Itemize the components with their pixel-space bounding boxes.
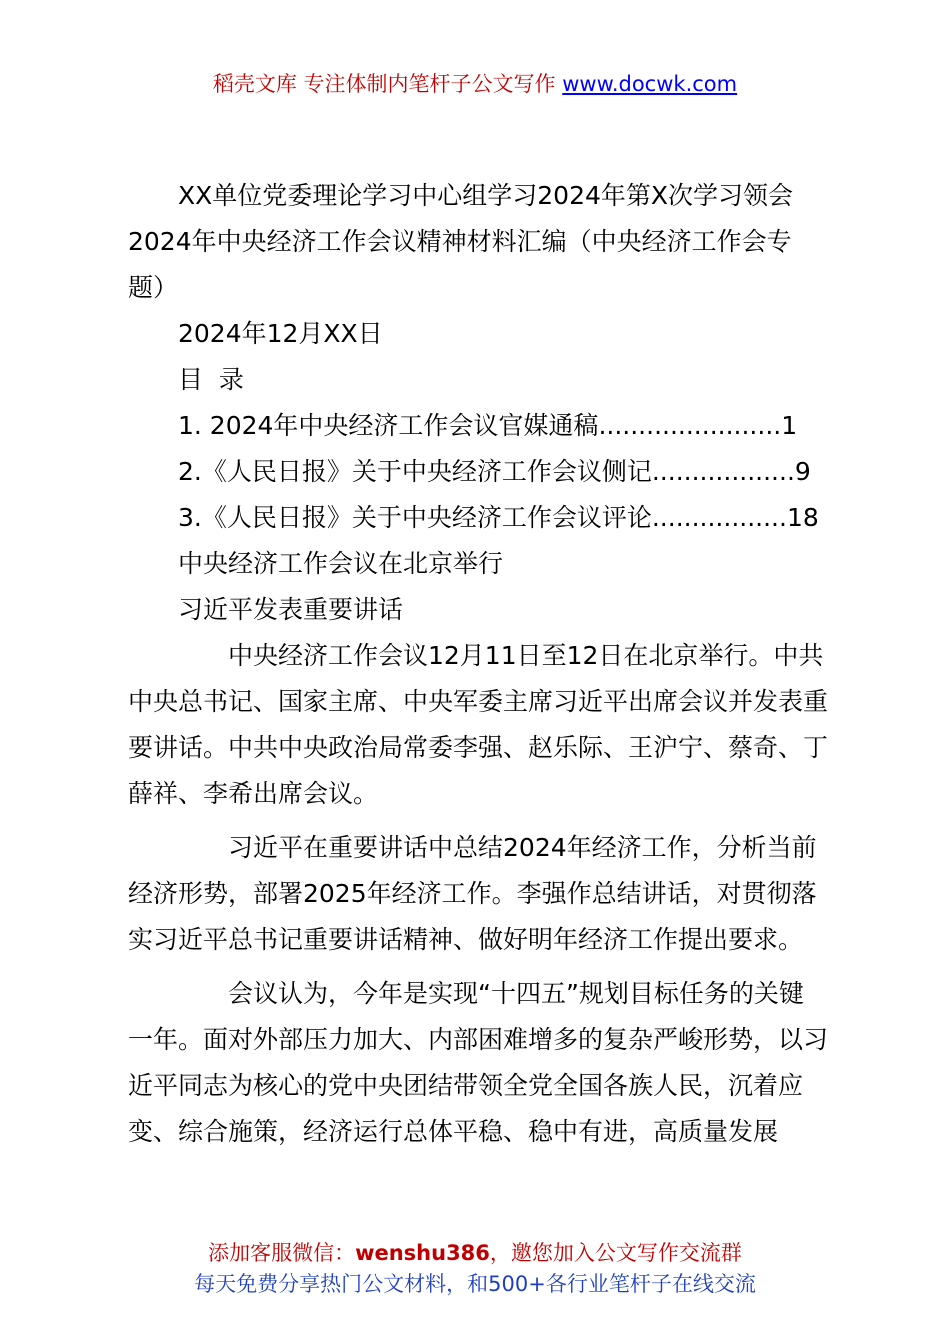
- toc-item-label: 3.《人民日报》关于中央经济工作会议评论: [178, 503, 652, 532]
- footer-wechat-id: wenshu386: [355, 1241, 490, 1265]
- header-banner: [0, 68, 950, 100]
- article-paragraph: 会议认为，今年是实现“十四五”规划目标任务的关键一年。面对外部压力加大、内部困难增多的复杂严峻形势，以习近平同志为核心的党中央团结带领全党全国各族人民，沉着应变、综合施策，经济运行总体平稳、稳中有进，高质量发展: [128, 979, 829, 1146]
- article-paragraph: 中央经济工作会议12月11日至12日在北京举行。中共中央总书记、国家主席、中央军委主席习近平出席会议并发表重要讲话。中共中央政治局常委李强、赵乐际、王沪宁、蔡奇、丁薛祥、李希出席会议。: [128, 641, 829, 808]
- toc-item[interactable]: [128, 449, 828, 495]
- article-headline: 中央经济工作会议在北京举行: [178, 549, 504, 578]
- footer-banner: [0, 1238, 950, 1300]
- toc-item-label: 2.《人民日报》关于中央经济工作会议侧记: [178, 457, 652, 486]
- toc-item-dots: .................: [651, 503, 787, 532]
- toc-item[interactable]: [128, 495, 828, 541]
- article-subheadline: 习近平发表重要讲话: [178, 595, 404, 624]
- header-url-link[interactable]: www.docwk.com: [562, 72, 738, 96]
- footer-line-wechat: [0, 1238, 950, 1269]
- toc-item-dots: ..................: [651, 457, 795, 486]
- toc-item[interactable]: [128, 403, 828, 449]
- footer-line-share: 每天免费分享热门公文材料，和500+各行业笔杆子在线交流: [194, 1272, 756, 1296]
- toc-item-page: 1: [781, 411, 798, 440]
- toc-item-page: 18: [786, 503, 819, 532]
- footer-wechat-prefix: 添加客服微信：: [208, 1241, 356, 1265]
- article-paragraph: 习近平在重要讲话中总结2024年经济工作，分析当前经济形势，部署2025年经济工作。李强作总结讲话，对贯彻落实习近平总书记重要讲话精神、做好明年经济工作提出要求。: [128, 833, 817, 954]
- toc-item-dots: .......................: [598, 411, 782, 440]
- header-text: 稻壳文库 专注体制内笔杆子公文写作: [212, 72, 563, 96]
- document-body: [128, 173, 828, 1155]
- footer-wechat-suffix: ，邀您加入公文写作交流群: [489, 1241, 742, 1265]
- document-title: XX单位党委理论学习中心组学习2024年第X次学习领会2024年中央经济工作会议精神材料汇编（中央经济工作会专题）: [128, 181, 794, 302]
- toc-item-label: 1. 2024年中央经济工作会议官媒通稿: [178, 411, 599, 440]
- document-date: 2024年12月XX日: [178, 319, 383, 348]
- toc-heading: 目 录: [178, 365, 244, 394]
- toc-item-page: 9: [794, 457, 811, 486]
